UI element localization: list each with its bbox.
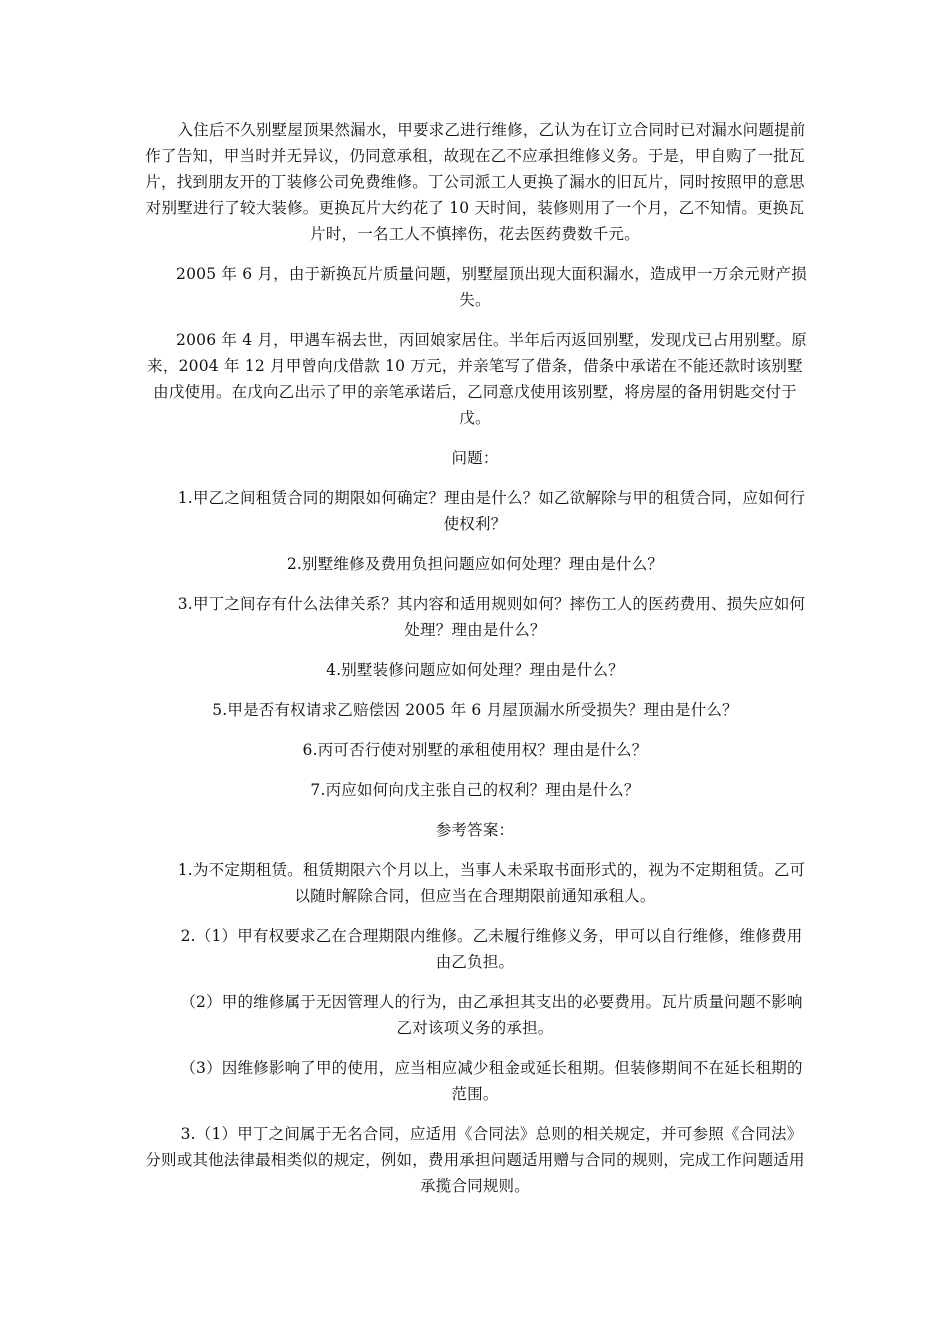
answer-2-part-3: （3）因维修影响了甲的使用，应当相应减少租金或延长租期。但装修期间不在延长租期的范围。 xyxy=(180,1059,803,1103)
question-7: 7.丙应如何向戊主张自己的权利？理由是什么？ xyxy=(310,781,640,799)
question-4: 4.别墅装修问题应如何处理？理由是什么？ xyxy=(326,661,624,679)
question-2: 2.别墅维修及费用负担问题应如何处理？理由是什么？ xyxy=(286,555,664,573)
paragraph-repair-background: 入住后不久别墅屋顶果然漏水，甲要求乙进行维修，乙认为在订立合同时已对漏水问题提前作了告知，甲当时并无异议，仍同意承租，故现在乙不应承担维修义务。于是，甲自购了一批瓦片，找到朋友开的丁装修公司免费维修。丁公司派工人更换了漏水的旧瓦片，同时按照甲的意思对别墅进行了较大装修。更换瓦片大约花了 10 天时间，装修则用了一个月，乙不知情。更换瓦片时，一名工人不慎摔伤，花去医药费数千元。 xyxy=(145,121,806,243)
answers-heading: 参考答案： xyxy=(435,821,515,839)
answer-1: 1.为不定期租赁。租赁期限六个月以上，当事人未采取书面形式的，视为不定期租赁。乙可以随时解除合同，但应当在合理期限前通知承租人。 xyxy=(177,861,806,905)
questions-heading: 问题： xyxy=(451,449,499,467)
paragraph-accident-2006: 2006 年 4 月，甲遇车祸去世，丙回娘家居住。半年后丙返回别墅，发现戊已占用别墅。原来，2004 年 12 月甲曾向戊借款 10 万元，并亲笔写了借条，借条中承诺在不能还款时该别墅由戊使用。在戊向乙出示了甲的亲笔承诺后，乙同意戊使用该别墅，将房屋的备用钥匙交付于戊。 xyxy=(147,331,807,427)
answer-2-part-1: 2.（1）甲有权要求乙在合理期限内维修。乙未履行维修义务，甲可以自行维修，维修费用由乙负担。 xyxy=(180,927,803,971)
question-6: 6.丙可否行使对别墅的承租使用权？理由是什么？ xyxy=(302,741,648,759)
answer-2-part-2: （2）甲的维修属于无因管理人的行为，由乙承担其支出的必要费用。瓦片质量问题不影响乙对该项义务的承担。 xyxy=(180,993,803,1037)
question-1: 1.甲乙之间租赁合同的期限如何确定？理由是什么？如乙欲解除与甲的租赁合同，应如何行使权利？ xyxy=(177,489,806,533)
question-5: 5.甲是否有权请求乙赔偿因 2005 年 6 月屋顶漏水所受损失？理由是什么？ xyxy=(212,701,738,719)
paragraph-roof-leak-2005: 2005 年 6 月，由于新换瓦片质量问题，别墅屋顶出现大面积漏水，造成甲一万余元财产损失。 xyxy=(176,265,807,309)
document-body xyxy=(143,117,807,1213)
question-3: 3.甲丁之间存有什么法律关系？其内容和适用规则如何？摔伤工人的医药费用、损失应如何处理？理由是什么？ xyxy=(177,595,806,639)
answer-3-part-1: 3.（1）甲丁之间属于无名合同，应适用《合同法》总则的相关规定，并可参照《合同法》分则或其他法律最相类似的规定，例如，费用承担问题适用赠与合同的规则，完成工作问题适用承揽合同规则。 xyxy=(145,1125,805,1195)
